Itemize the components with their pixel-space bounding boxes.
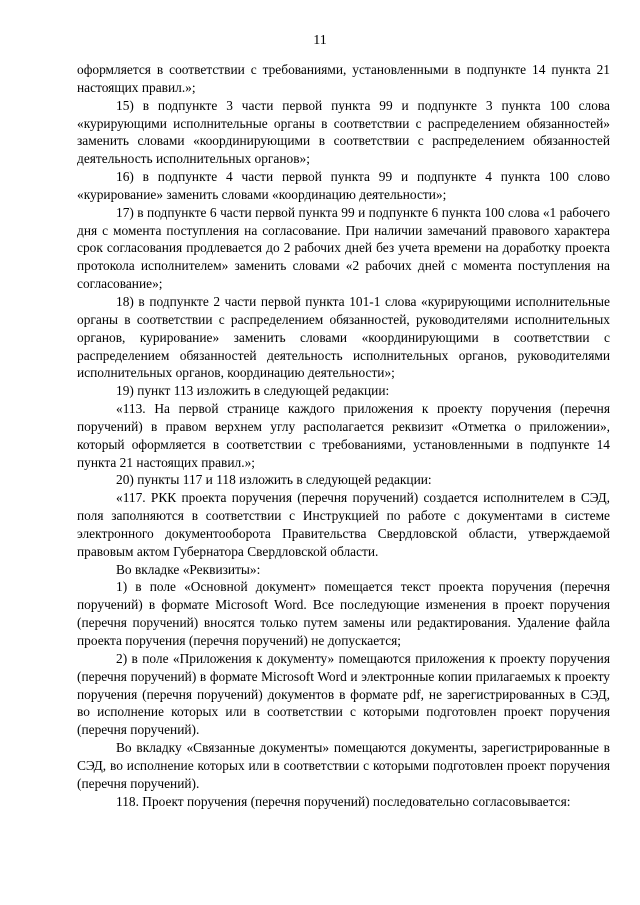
paragraph-item-17: 17) в подпункте 6 части первой пункта 99 и подпункте 6 пункта 100 слова «1 рабочего дня с момента поступления на согласование. При наличии замечаний правового характера срок согласования продлевается до 2 рабочих дней без учета времени на доработку проекта протокола исполнителем» заменить словами «2 рабочих дней с момента поступления на согласование»; <box>77 204 610 292</box>
paragraph-point-117: «117. РКК проекта поручения (перечня поручений) создается исполнителем в СЭД, поля заполняются в соответствии с Инструкцией по работе с документами в системе электронного документооборота Правительства Свердловской области, утверждаемой правовым актом Губернатора Свердловской области. <box>77 490 610 559</box>
paragraph-item-18: 18) в подпункте 2 части первой пункта 101-1 слова «курирующими исполнительные органы в соответствии с распределением обязанностей, руководителями исполнительных органов, курирование» заменить словами «координирующими в соответствии с распределением обязанностей деятельность исполнительных органов, руководителями исполнительных органов, координацию деятельности»; <box>77 293 610 381</box>
paragraph-point-118: 118. Проект поручения (перечня поручений) последовательно согласовывается: <box>116 793 571 809</box>
paragraph-item-20: 20) пункты 117 и 118 изложить в следующей редакции: <box>116 472 432 488</box>
paragraph-subitem-2: 2) в поле «Приложения к документу» помещаются приложения к проекту поручения (перечня поручений) в формате Microsoft Word и электронные копии прилагаемых к проекту поручения (перечня поручений) документов в формате pdf, не зарегистрированных в СЭД, во исполнение которых или в соответствии с которыми подготовлен проект поручения (перечня поручений). <box>77 650 610 738</box>
paragraph-item-19: 19) пункт 113 изложить в следующей редакции: <box>116 383 390 399</box>
paragraph-subitem-1: 1) в поле «Основной документ» помещается текст проекта поручения (перечня поручений) в формате Microsoft Word. Все последующие изменения в проект поручения (перечня поручений) вносятся только путем замены или редактирования. Удаление файла проекта поручения (перечня поручений) не допускается; <box>77 579 610 648</box>
document-body <box>77 61 610 810</box>
paragraph-related-docs-tab: Во вкладку «Связанные документы» помещаются документы, зарегистрированные в СЭД, во исполнение которых или в соответствии с которыми подготовлен проект поручения (перечня поручений). <box>77 740 610 791</box>
paragraph-continuation: оформляется в соответствии с требованиями, установленными в подпункте 14 пункта 21 настоящих правил.»; <box>77 62 610 95</box>
paragraph-item-15: 15) в подпункте 3 части первой пункта 99 и подпункте 3 пункта 100 слова «курирующими исполнительные органы в соответствии с распределением обязанностей» заменить словами «координирующими в соответствии с распределением обязанностей деятельность исполнительных органов»; <box>77 97 610 167</box>
page-number: 11 <box>313 33 327 48</box>
paragraph-requisites-tab: Во вкладке «Реквизиты»: <box>116 561 261 577</box>
paragraph-point-113: «113. На первой странице каждого приложения к проекту поручения (перечня поручений) в правом верхнем углу располагается реквизит «Отметка о приложении», который оформляется в соответствии с требованиями, установленными в подпункте 14 пункта 21 настоящих правил.»; <box>77 401 610 470</box>
paragraph-item-16: 16) в подпункте 4 части первой пункта 99 и подпункте 4 пункта 100 слово «курирование» заменить словами «координацию деятельности»; <box>77 169 610 202</box>
